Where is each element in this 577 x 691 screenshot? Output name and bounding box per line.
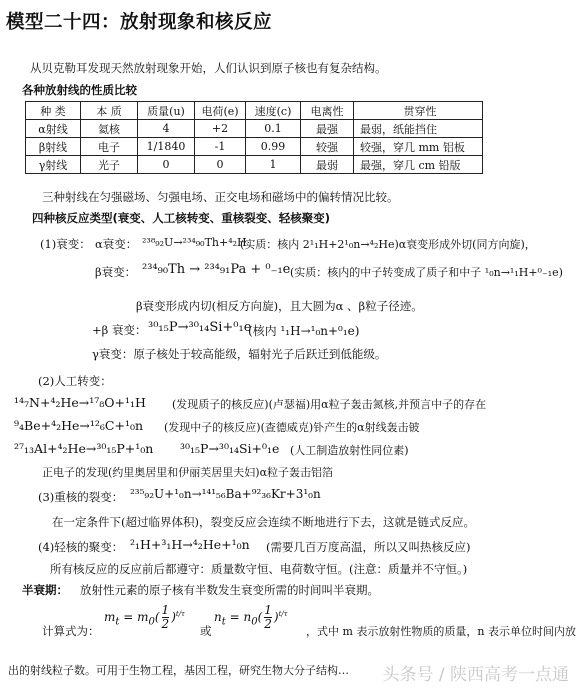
artificial-equation-3: ²⁷₁₃Al+⁴₂He→³⁰₁₅P+¹₀n: [14, 441, 154, 456]
header-cell: 种 类: [26, 102, 81, 120]
gamma-decay-note: γ衰变：原子核处于较高能级，辐射光子后跃迁到低能级。: [92, 347, 387, 361]
table-cell: 0.1: [246, 120, 301, 138]
half-life-formula-m: $m_t = m_0$( $\frac{1}{2}$ )$^{t/\tau}$: [104, 603, 185, 631]
table-cell: 电子: [81, 138, 138, 156]
half-life-last-line: 出的射线粒子数。可用于生物工程，基因工程，研究生物大分子结构…: [8, 664, 349, 677]
table-cell: 4: [138, 120, 195, 138]
fusion-note: (需要几百万度高温，所以又叫热核反应): [266, 540, 471, 554]
table-cell: 最弱: [301, 156, 354, 174]
artificial-note-2: (发现中子的核反应)(查德威克)钋产生的α射线轰击铍: [164, 421, 420, 434]
table-cell: +2: [195, 120, 246, 138]
table-cell: 0: [195, 156, 246, 174]
four-types-heading: 四种核反应类型(衰变、人工核转变、重核裂变、轻核聚变): [32, 211, 331, 225]
formula-label: 计算式为：: [42, 624, 100, 638]
table-header-row: [26, 102, 483, 120]
artificial-equation-1: ¹⁴₇N+⁴₂He→¹⁷₈O+¹₁H: [14, 395, 146, 410]
table-cell: 0: [138, 156, 195, 174]
watermark: 头条号 / 陕西高考一点通: [382, 665, 569, 685]
half-life-label: 半衰期：: [22, 583, 68, 597]
table-cell: 最弱，纸能挡住: [354, 120, 483, 138]
page-title: 模型二十四：放射现象和核反应: [6, 12, 273, 33]
header-cell: 电离性: [301, 102, 354, 120]
half-life-text: 放射性元素的原子核有半数发生衰变所需的时间叫半衰期。: [80, 583, 379, 597]
conservation-note: 所有核反应的反应前后都遵守：质量数守恒、电荷数守恒。(注意：质量并不守恒。): [50, 562, 468, 576]
artificial-note-3: (人工制造放射性同位素): [290, 444, 409, 457]
alpha-decay-note: (实质：核内 2¹₁H+2¹₀n→⁴₂He)α衰变形成外切(同方向旋)，: [240, 238, 536, 251]
artificial-label: (2)人工转变：: [38, 374, 112, 388]
header-cell: 质量(u): [138, 102, 195, 120]
positron-decay-equation: ³⁰₁₅P→³⁰₁₄Si+⁰₁e: [148, 320, 252, 335]
table-cell: 1/1840: [138, 138, 195, 156]
beta-decay-note-2: β衰变形成内切(相反方向旋)，且大圆为α 、β粒子径迹。: [136, 299, 423, 313]
formula-or: 或: [200, 624, 212, 638]
fusion-label: (4)轻核的聚变：: [38, 540, 124, 554]
table-cell: 较强，穿几 mm 铝板: [354, 138, 483, 156]
half-life-formula-n: $n_t = n_0$( $\frac{1}{2}$ )$^{t/\tau}$: [214, 603, 288, 631]
table-cell: β射线: [26, 138, 81, 156]
header-cell: 电荷(e): [195, 102, 246, 120]
beta-decay-label: β衰变：: [95, 265, 137, 279]
alpha-decay-equation: ²³⁸₉₂U→²³⁴₉₀Th+⁴₂H: [142, 236, 247, 249]
table-row: [26, 120, 483, 138]
table-caption: 各种放射线的性质比较: [22, 83, 137, 97]
header-cell: 本 质: [81, 102, 138, 120]
header-cell: 速度(c): [246, 102, 301, 120]
intro-text: 从贝克勒耳发现天然放射现象开始，人们认识到原子核也有复杂结构。: [30, 61, 387, 75]
artificial-note-1: (发现质子的核反应)(卢瑟福)用α粒子轰击氮核,并预言中子的存在: [172, 398, 487, 411]
table-cell: 最强: [301, 120, 354, 138]
table-cell: 光子: [81, 156, 138, 174]
table-cell: 1: [246, 156, 301, 174]
formula-explain: ，式中 m 表示放射性物质的质量，n 表示单位时间内放: [306, 625, 577, 638]
table-cell: α射线: [26, 120, 81, 138]
positron-decay-note: (核内 ¹₁H→¹₀n+⁰₁e): [248, 324, 360, 338]
positron-decay-label: +β 衰变：: [92, 323, 147, 337]
header-cell: 贯穿性: [354, 102, 483, 120]
fission-label: (3)重核的裂变：: [38, 490, 124, 504]
table-cell: γ射线: [26, 156, 81, 174]
fusion-equation: ²₁H+³₁H→⁴₂He+¹₀n: [130, 537, 250, 552]
alpha-decay-label: α衰变：: [95, 237, 138, 251]
fission-equation: ²³⁵₉₂U+¹₀n→¹⁴¹₅₆Ba+⁹²₃₆Kr+3¹₀n: [130, 487, 321, 501]
table-row: [26, 156, 483, 174]
table-cell: 0.99: [246, 138, 301, 156]
table-cell: 较强: [301, 138, 354, 156]
artificial-equation-3b: ³⁰₁₅P→³⁰₁₄Si+⁰₁e: [180, 441, 280, 456]
decay-label: (1)衰变：: [40, 237, 91, 251]
deflection-note: 三种射线在匀强磁场、匀强电场、正交电场和磁场中的偏转情况比较。: [42, 190, 399, 204]
radiation-table: [25, 101, 483, 174]
artificial-equation-2: ⁹₄Be+⁴₂He→¹²₆C+¹₀n: [14, 418, 144, 433]
table-cell: -1: [195, 138, 246, 156]
artificial-note-4: 正电子的发现(约里奥居里和伊丽芙居里夫妇)α粒子轰击铝箔: [42, 466, 334, 479]
beta-decay-equation: ²³⁴₉₀Th → ²³⁴₉₁Pa + ⁰₋₁e: [142, 262, 291, 277]
table-cell: 氦核: [81, 120, 138, 138]
beta-decay-note: (实质：核内的中子转变成了质子和中子 ¹₀n→¹₁H+⁰₋₁e): [290, 266, 563, 279]
table-cell: 最强，穿几 cm 铅版: [354, 156, 483, 174]
table-row: [26, 138, 483, 156]
fission-note: 在一定条件下(超过临界体积)，裂变反应会连续不断地进行下去，这就是链式反应。: [52, 515, 475, 529]
